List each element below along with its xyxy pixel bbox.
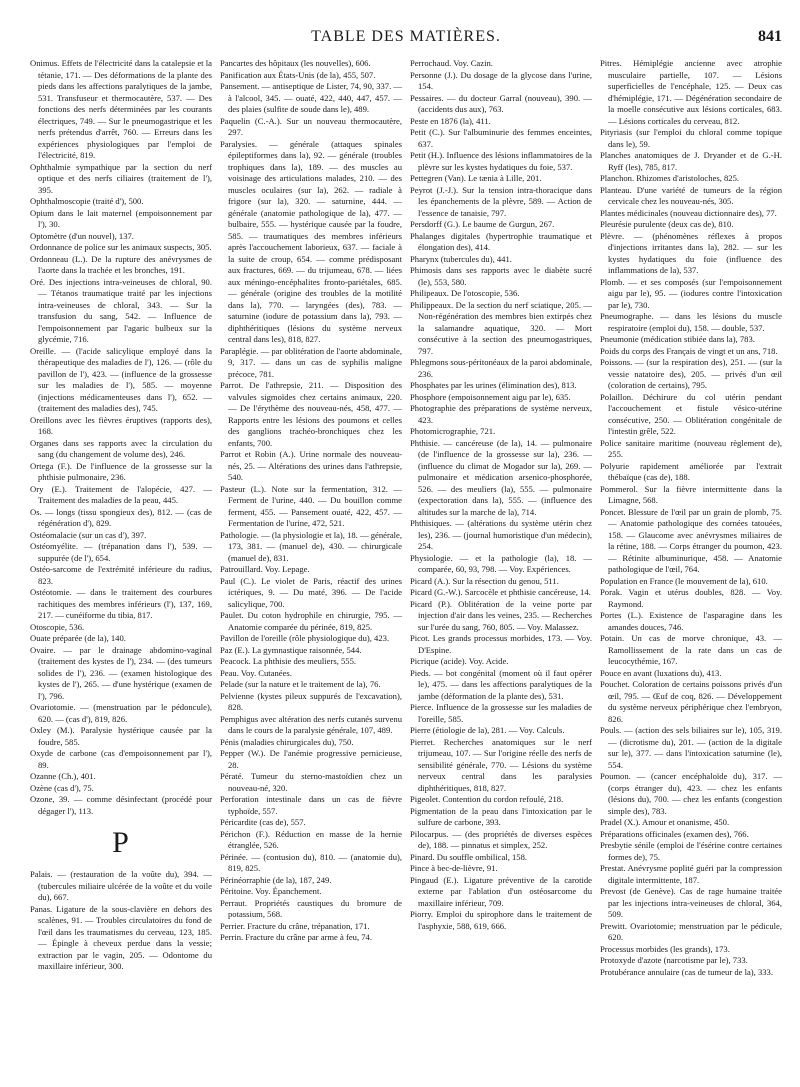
index-entry: Péritoine. Voy. Épanchement. [220,886,322,896]
index-entry: Ophthalmoscopie (traité d'), 500. [30,196,144,206]
index-entry: Pieds. — bot congénital (moment où il faut opérer le), 475. — dans les affections paralytiques de la jambe (déformation de la plante des), 531. [410,667,592,701]
index-entry: Personne (J.). Du dosage de la glycose dans l'urine, 154. [410,69,592,91]
index-column-1 [30,58,212,1078]
index-entry: Pelade (sur la nature et le traitement de la), 76. [220,679,381,689]
index-entry: Ostéomyélite. — (trépanation dans l'), 539. — suppurée (de l'), 654. [30,541,212,563]
index-entry: Peau. Voy. Cutanées. [220,667,292,678]
index-entry: Ozanne (Ch.), 401. [30,771,96,781]
index-entry: Poids du corps des Français de vingt et un ans, 718. [600,345,778,356]
index-entry: Pradel (X.). Amour et onanisme, 450. [600,817,730,827]
index-column-4 [600,58,782,1078]
index-entry: Pneumonie (médication stibiée dans la), 783. [600,334,755,344]
index-entry: Pierret. Recherches anatomiques sur le nerf trijumeau, 107. — Sur l'origine réelle des nerfs de sensibilité générale, 770. — Lésions du système nerveux central dans les paralysies diphthéritiques, 818, 827. [410,736,592,793]
index-entry: Organes dans ses rapports avec la circulation du sang (du changement de volume des), 246. [30,437,212,459]
index-entry: Parrot et Robin (A.). Urine normale des nouveau-nés, 25. — Altérations des urines dans l'athrepsie, 540. [220,449,402,482]
page-header [30,26,782,48]
index-entry: Peacock. La phthisie des meuliers, 555. [220,656,357,666]
index-entry: Pasteur (L.). Note sur la fermentation, 312. — Ferment de l'urine, 440. — Du bouillon comme ferment, 455. — Pansement ouaté, 422, 457. — Fermentation de l'urine, 472, 521. [220,483,402,528]
index-entry: Pepper (W.). De l'anémie progressive pernicieuse, 28. [220,748,402,770]
index-entry: Phlegmons sous-péritonéaux de la paroi abdominale, 236. [410,357,592,379]
index-entry: Pératé. Tumeur du sterno-mastoïdien chez un nouveau-né, 320. [220,771,402,793]
index-entry: Pavillon de l'oreille (rôle physiologique du), 423. [220,633,390,643]
index-entry: Ovariotomie. — (menstruation par le pédoncule), 620. — (cas d'), 819, 826. [30,702,212,724]
index-entry: Panas. Ligature de la sous-clavière en dehors des scalènes, 91. — Troubles circulatoires du fond de l'œil dans les traumatismes du cerveau, 123, 185. — Épingle à cheveux perdue dans la vessie; extraction par le vagin, 205. — Odontome du maxillaire inférieur, 300. [30,903,212,971]
index-entry: Pinard. Du souffle ombilical, 158. [410,851,528,862]
index-entry: Picrique (acide). Voy. Acide. [410,656,509,666]
index-entry: Pharynx (tubercules du), 441. [410,253,512,264]
index-entry: Picard (A.). Sur la résection du genou, 511. [410,575,559,586]
index-entry: Pigeolet. Contention du cordon refoulé, 218. [410,794,564,804]
index-entry: Paquelin (C.-A.). Sur un nouveau thermocautère, 297. [220,115,402,137]
index-entry: Pince à bec-de-lièvre, 91. [410,863,498,873]
index-entry: Palais. — (restauration de la voûte du), 394. — (tubercules miliaire ulcérée de la voûte et du voile du), 667. [30,869,212,902]
index-entry: Photographie des préparations de système nerveux, 423. [410,403,592,425]
index-entry: Pingaud (E.). Ligature préventive de la carotide externe par l'ablation d'un ostéosarcome du maxillaire inférieur, 709. [410,874,592,908]
index-entry: Peyrot (J.-J.). Sur la tension intra-thoracique dans les épanchements de la plèvre, 589. — Action de l'essence de tanaisie, 797. [410,184,592,218]
index-entry: Persdorff (G.). Le baume de Gurgun, 267. [410,219,555,229]
index-entry: Pommerol. Sur la fièvre intermittente dans la Limagne, 568. [600,483,782,505]
index-entry: Plantes médicinales (nouveau dictionnaire des), 77. [600,207,777,218]
index-entry: Perrin. Fracture du crâne par arme à feu, 74. [220,932,372,942]
index-entry: Physiologie. — et la pathologie (la), 18. — comparée, 60, 93, 798. — Voy. Expériences. [410,552,592,574]
index-entry: Prevost (de Genève). Cas de rage humaine traitée par les injections intra-veineuses de chloral, 364, 509. [600,886,782,919]
index-entry: Pathologie. — (la physiologie et la), 18. — générale, 173, 381. — (manuel de), 430. — chirurgicale (manuel de), 831. [220,529,402,563]
index-entry: Parrot. De l'athrepsie, 211. — Disposition des valvules sigmoïdes chez certains animaux, 220. — De l'érythème des nouveau-nés, 458, 477. — Rapports entre les lésions des poumons et celles des ganglions trachéo-bronchiques chez les enfants, 700. [220,380,402,448]
index-entry: Ovaire. — par le drainage abdomino-vaginal (traitement des kystes de l'), 234. — (des tumeurs solides de l'), 236. — (examen histologique des kystes de l'), 265. — d'une hystérique (examen de l'), 796. [30,644,212,701]
index-entry: Planches anatomiques de J. Dryander et de G.-H. Ryff (les), 785, 817. [600,150,782,172]
index-entry: Petit (C.). Sur l'albuminurie des femmes enceintes, 637. [410,127,592,149]
index-entry: Pettegren (Van). Le tænia à Lille, 201. [410,173,542,183]
index-entry: Porak. Vagin et utérus doubles, 828. — Voy. Raymond. [600,587,782,609]
index-entry: Poncet. Blessure de l'œil par un grain de plomb, 75. — Anatomie pathologique des cornées tatouées, 158. — Glaucome avec anévrysmes miliaires de la rétine, 188. — Corps étranger du poumon, 423. — Rétinite albuminurique, 458. — Anatomie pathologique de l'œil, 764. [600,506,782,574]
index-entry: Philipeaux. De l'otoscopie, 536. [410,288,520,298]
index-entry: Ostéomalacie (sur un cas d'), 397. [30,529,147,540]
index-entry: Plomb. — et ses composés (sur l'empoisonnement aigu par le), 95. — (iodures contre l'intoxication par le), 730. [600,276,782,310]
index-entry: Picot. Les grands processus morbides, 173. — Voy. D'Espine. [410,633,592,655]
index-entry: Pleurésie purulente (deux cas de), 810. [600,219,734,229]
index-entry: Processus morbides (les grands), 173. [600,943,730,954]
index-entry: Population en France (le mouvement de la), 610. [600,575,768,586]
index-entry: Panification aux États-Unis (de la), 455, 507. [220,69,376,80]
index-entry: Ordonnance de police sur les animaux suspects, 305. [30,242,212,252]
index-entry: Perraut. Propriétés caustiques du bromure de potassium, 568. [220,897,402,919]
index-entry: Poumon. — (cancer encéphaloïde du), 317. — (corps étranger du), 423. — chez les enfants (lésions du), 700. — chez les enfants (congestion simple des), 783. [600,771,782,816]
index-entry: Photomicrographie, 721. [410,426,496,436]
index-entry: Portes (L.). Existence de l'asparagine dans les amandes douces, 746. [600,610,782,632]
index-entry: Phimosis dans ses rapports avec le diabète sucré (le), 553, 580. [410,265,592,287]
index-entry: Ostéo-sarcome de l'extrémité inférieure du radius, 823. [30,564,212,586]
index-entry: Picard (G.-W.). Sarcocèle et phthisie cancéreuse, 14. [410,587,591,597]
page-title: TABLE DES MATIÈRES. [311,28,501,45]
index-entry: Paul (C.). Le violet de Paris, réactif des urines ictériques, 9. — Du maté, 396. — De l'acide salicylique, 700. [220,575,402,609]
index-entry: Pitres. Hémiplégie ancienne avec atrophie musculaire partielle, 107. — Lésions superficielles de l'encéphale, 125. — Deux cas d'hémiplégie, 171. — Dégénération secondaire de la moelle consécutive aux lésions corticales, 683. — Lésions corticales du cerveau, 812. [600,58,782,126]
index-entry: Phthisiques. — (altérations du système utérin chez les), 236. — (journal humoristique d'un médecin), 254. [410,518,592,551]
index-entry: Phosphates par les urines (élimination des), 813. [410,380,577,390]
index-entry: Piorry. Emploi du spirophore dans le traitement de l'asphyxie, 588, 619, 666. [410,909,592,931]
index-entry: Phalanges digitales (hypertrophie traumatique et élongation des), 414. [410,230,592,252]
index-entry: Opium dans le lait maternel (empoisonnement par l'), 30. [30,207,212,229]
index-entry: Pierce. Influence de la grossesse sur les maladies de l'oreille, 585. [410,702,592,724]
index-entry: Ordonneau (L.). De la rupture des anévrysmes de l'aorte dans la trachée et les bronches, 191. [30,253,212,275]
index-entry: Planteau. D'une variété de tumeurs de la région cervicale chez les nouveau-nés, 305. [600,184,782,206]
index-entry: Ory (E.). Traitement de l'alopécie, 427. — Traitement des maladies de la peau, 445. [30,483,212,505]
index-entry: Péricardite (cas de), 557. [220,817,306,827]
section-letter-heading: P [112,826,130,859]
index-entry: Otoscopie, 536. [30,621,85,632]
index-entry: Protubérance annulaire (cas de tumeur de la), 333. [600,966,773,977]
index-entry: Ophthalmie sympathique par la section du nerf optique et des nerfs ciliaires (traitement de l'), 395. [30,161,212,195]
index-entry: Police sanitaire maritime (nouveau règlement de), 255. [600,437,782,459]
index-entry: Paz (E.). La gymnastique raisonnée, 544. [220,644,362,655]
index-entry: Oxyde de carbone (cas d'empoisonnement par l'), 89. [30,748,212,770]
index-entry: Périnéorraphie (de la), 187, 249. [220,874,332,885]
index-entry: Ostéotomie. — dans le traitement des courbures rachitiques des membres inférieurs (l'), 137, 169, 217. — cunéiforme du tibia, 817. [30,587,212,620]
index-entry: Perrier. Fracture du crâne, trépanation, 171. [220,920,370,931]
index-entry: Pouls. — (action des sels biliaires sur le), 105, 319. — (dicrotisme du), 201. — (action de la digitale sur le), 377. — dans l'intoxication saturnine (le), 554. [600,725,782,770]
index-entry: Plèvre. — (phénomènes réflexes à propos d'injections irritantes dans la), 282. — sur les kystes hydatiques du foie (influence des inflammations de la), 537. [600,230,782,275]
index-entry: Paralysies. — générale (attaques spinales épileptiformes dans la), 92. — générale (troubles trophiques dans la), 189. — des muscles au voisinage des articulations malades, 210. — des muscles oculaires (sur la), 262. — radiale à frigore (sur la), 320. — saturnine, 444. — générale (anatomie pathologique de la), 477. — bulbaire, 555. — hystérique causée par la foudre, 585. — traumatiques des membres inférieurs après l'accouchement laborieux, 637. — faciale à la suite de croup, 654. — comme prédisposant aux fractures, 669. — du trijumeau, 678. — liées aux méningo-encéphalites fronto-pariétales, 685. — générale (origine des troubles de la motilité dans la), 770. — laryngées (des), 783. — saturnine (iodure de potassium dans la), 793. — diphthéritiques (lésions du système nerveux central dans les), 818, 827. [220,138,402,344]
index-entry: Petit (H.). Influence des lésions inflammatoires de la plèvre sur les kystes hydatiques du foie, 537. [410,150,592,172]
index-entry: Peste en 1876 (la), 411. [410,115,491,126]
index-entry: Pouce en avant (luxations du), 413. [600,667,722,678]
index-entry: Ozone, 39. — comme désinfectant (procédé pour dégager l'), 113. [30,794,212,816]
page-number: 841 [758,28,782,45]
index-entry: Potain. Un cas de morve chronique, 43. — Ramollissement de la rate dans un cas de leucocythémie, 167. [600,633,782,666]
index-entry: Poissons. — (sur la respiration des), 251. — (sur la vessie natatoire des), 205. — privés d'un œil (coloration de certains), 795. [600,357,782,390]
index-entry: Perforation intestinale dans un cas de fièvre typhoïde, 557. [220,794,402,816]
index-entry: Pessaires. — du docteur Garral (nouveau), 390. — (accidents dus aux), 763. [410,92,592,114]
index-entry: Polyurie rapidement améliorée par l'extrait thébaïque (cas de), 188. [600,460,782,482]
index-entry: Phthisie. — cancéreuse (de la), 14. — pulmonaire (de l'influence de la grossesse sur la), 236. — (influence du climat de Mogador sur la), 269. — pulmonaire et médication arsenico-phosphorée, 526. — des meuliers (la), 555. — pulmonaire (expectoration dans la), 555. — (influence des altitudes sur la marche de la), 714. [410,437,592,517]
index-entry: Perrochaud. Voy. Cazin. [410,58,493,68]
index-entry: Paulet. Du coton hydrophile en chirurgie, 795. — Anatomie comparée du périnée, 819, 825. [220,610,402,632]
index-entry: Pityriasis (sur l'emploi du chloral comme topique dans le), 59. [600,127,782,149]
index-entry: Oreillons avec les fièvres éruptives (rapports des), 168. [30,414,212,436]
index-entry: Presbytie sénile (emploi de l'ésérine contre certaines formes de), 75. [600,840,782,862]
index-entry: Pénis (maladies chirurgicales du), 750. [220,736,354,747]
index-entry: Oxley (M.). Paralysie hystérique causée par la foudre, 585. [30,725,212,747]
index-entry: Planchon. Rhizomes d'aristoloches, 825. [600,173,740,183]
index-entry: Pancartes des hôpitaux (les nouvelles), 606. [220,58,371,68]
index-entry: Ouate préparée (de la), 140. [30,633,126,643]
index-entry: Os. — longs (tissu spongieux des), 812. — (cas de régénération d'), 829. [30,506,212,528]
index-entry: Préparations officinales (examen des), 766. [600,828,749,839]
index-entry: Optomètre (d'un nouvel), 137. [30,230,134,241]
index-entry: Polaillon. Déchirure du col utérin pendant l'accouchement et fistule vésico-utérine consécutive, 250. — Oblitération congénitale de l'intestin grêle, 522. [600,391,782,436]
index-entry: Ortega (F.). De l'influence de la grossesse sur la phthisie pulmonaire, 236. [30,460,212,482]
index-entry: Pilocarpus. — (des propriétés de diverses espèces de), 188. — pinnatus et simplex, 252. [410,828,592,850]
index-entry: Pigmentation de la peau dans l'intoxication par le sulfure de carbone, 393. [410,805,592,827]
index-entry: Pemphigus avec altération des nerfs cutanés survenu dans le cours de la paralysie générale, 107, 489. [220,713,402,735]
index-entry: Pneumographe. — dans les lésions du muscle respiratoire (emploi du), 158. — double, 537. [600,311,782,333]
index-entry: Onimus. Effets de l'électricité dans la catalepsie et la tétanie, 171. — Des déformations de la plante des pieds dans les affections paralytiques de la jambe, 531. Transfuseur et thermocautère, 537. — Des fonctions des nerfs déterminées par les courants électriques, 749. — Sur le pneumogastrique et les nerfs prétendus d'arrêt, 760. — Erreurs dans les expériences physiologiques par l'emploi de l'électricité, 819. [30,58,212,160]
index-entry: Oré. Des injections intra-veineuses de chloral, 90. — Tétanos traumatique traité par les injections intra-veineuses de chloral, 343. — Sur la transfusion du sang, 542. — Influence de l'empoisonnement par l'agaric bulbeux sur la glycémie, 716. [30,276,212,344]
index-entry: Prestat. Anévrysme poplité guéri par la compression digitale intermittente, 187. [600,863,782,885]
index-columns [30,58,782,1078]
index-column-2 [220,58,402,1078]
index-entry: Patrouillard. Voy. Lepage. [220,564,310,574]
index-entry: Pierre (étiologie de la), 281. — Voy. Calculs. [410,725,565,735]
index-entry: Périnée. — (contusion du), 810. — (anatomie du), 819, 825. [220,851,402,873]
index-entry: Pansement. — antiseptique de Lister, 74, 90, 337. — à l'alcool, 345. — ouaté, 422, 440, 447, 457. — des plaies (sulfite de soude dans le), 489. [220,81,402,114]
index-entry: Prewitt. Ovariotomie; menstruation par le pédicule, 620. [600,920,782,942]
index-entry: Ozène (cas d'), 75. [30,782,94,793]
index-column-3 [410,58,592,1078]
index-entry: Picard (P.). Oblitération de la veine porte par injection d'air dans les veines, 235. — Recherches sur l'urée du sang, 760, 805. — Voy. Malassez. [410,598,592,632]
index-entry: Paraplégie. — par oblitération de l'aorte abdominale, 9, 317. — dans un cas de syphilis maligne précoce, 781. [220,345,402,379]
index-entry: Pelvienne (kystes pileux suppurés de l'excavation), 828. [220,690,402,712]
index-entry: Protoxyde d'azote (narcotisme par le), 733. [600,955,748,965]
index-entry: Oreille. — (l'acide salicylique employé dans la thérapeutique des maladies de l'), 126. — (rôle du pavillon de l'), 423. — (influence de la grossesse sur les maladies de l'), 585. — moyenne (injections médicamenteuses dans l'), 652. — (traitement des maladies des), 745. [30,345,212,413]
index-entry: Périchon (F.). Réduction en masse de la hernie étranglée, 526. [220,828,402,850]
index-entry: Phosphore (empoisonnement aigu par le), 635. [410,391,571,402]
index-entry: Philippeaux. De la section du nerf sciatique, 205. — Non-régénération des membres bien extirpés chez la salamandre aquatique, 320. — Mort consécutive à la section des pneumogastriques, 797. [410,299,592,356]
index-entry: Pouchet. Coloration de certains poissons privés d'un œil, 795. — Œuf de coq, 826. — Développement du système nerveux périphérique chez l'embryon, 826. [600,679,782,724]
